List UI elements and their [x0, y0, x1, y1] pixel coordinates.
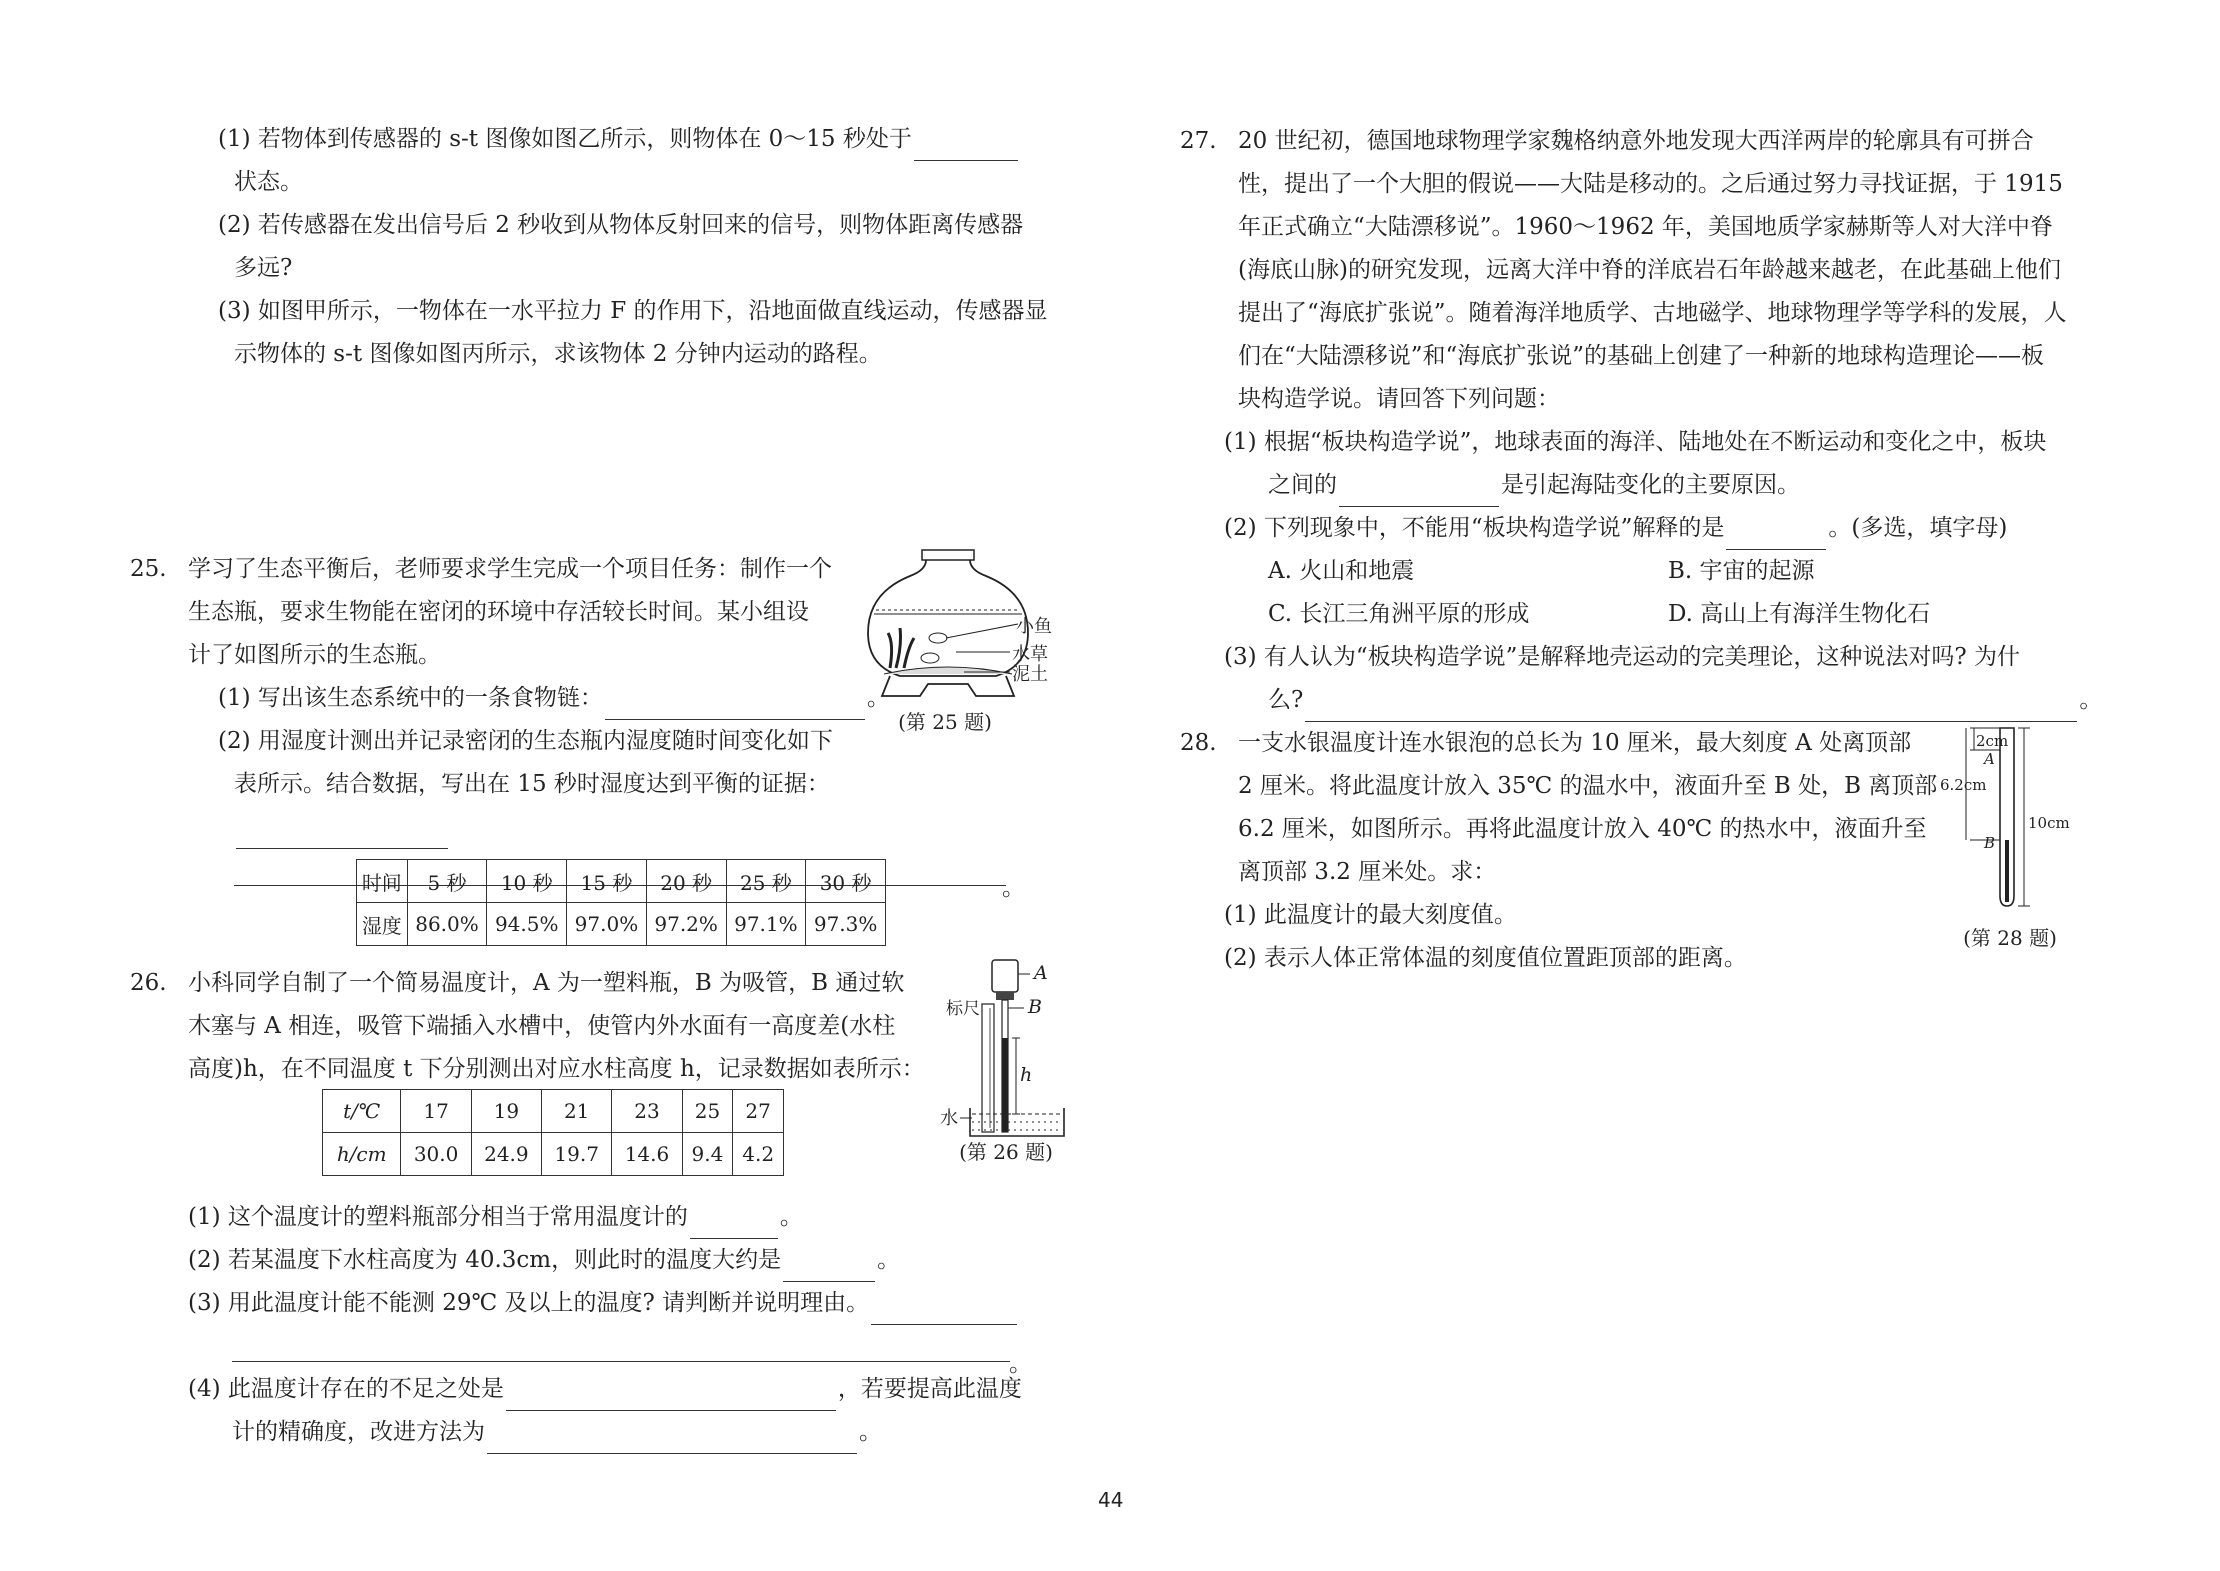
- table-cell: 4.2: [733, 1133, 784, 1176]
- label-6-2cm: 6.2cm: [1940, 776, 1987, 794]
- label-h: h: [1020, 1064, 1033, 1086]
- table-cell: 30 秒: [806, 860, 886, 903]
- table-cell: h/cm: [323, 1133, 401, 1176]
- q27-line7: 块构造学说。请回答下列问题：: [1238, 386, 1560, 412]
- answer-blank[interactable]: [1339, 482, 1499, 507]
- label-B: B: [1984, 834, 1996, 852]
- answer-blank[interactable]: [690, 1214, 778, 1239]
- q27-sub3-line2: 么? 。: [1180, 679, 2110, 722]
- table-cell: 19: [471, 1090, 541, 1133]
- figure-caption: (第 28 题): [1963, 926, 2057, 950]
- option-a[interactable]: A. 火山和地震: [1268, 558, 1415, 584]
- q27-line1: 27. 20 世纪初，德国地球物理学家魏格纳意外地发现大西洋两岸的轮廓具有可拼合: [1180, 128, 2034, 154]
- option-c[interactable]: C. 长江三角洲平原的形成: [1268, 601, 1530, 627]
- q27-line4: (海底山脉)的研究发现，远离大洋中脊的洋底岩石年龄越来越老，在此基础上他们: [1238, 257, 2061, 283]
- q25-line2: 生态瓶，要求生物能在密闭的环境中存活较长时间。某小组设: [188, 599, 809, 625]
- q27-line3: 年正式确立“大陆漂移说”。1960～1962 年，美国地质学家赫斯等人对大洋中脊: [1238, 214, 2053, 240]
- figure-caption: (第 25 题): [898, 710, 992, 734]
- left-column: [160, 118, 1065, 376]
- q26-line2: 木塞与 A 相连，吸管下端插入水槽中，使管内外水面有一高度差(水柱: [188, 1013, 896, 1039]
- table-cell: 14.6: [612, 1133, 682, 1176]
- table-cell: 97.3%: [806, 903, 886, 946]
- q26-sub3: (3) 用此温度计能不能测 29℃ 及以上的温度? 请判断并说明理由。: [130, 1282, 1035, 1325]
- q25-sub2-line3: 。: [130, 859, 1029, 886]
- table-cell: 5 秒: [407, 860, 487, 903]
- label-weed: 水草: [1012, 644, 1048, 665]
- q27-sub3-line1: (3) 有人认为“板块构造学说”是解释地壳运动的完美理论，这种说法对吗? 为什: [1224, 644, 2021, 670]
- table-cell: 20 秒: [646, 860, 726, 903]
- table-row: [357, 903, 886, 946]
- answer-blank[interactable]: [1305, 697, 2077, 722]
- table-cell: 21: [542, 1090, 612, 1133]
- q26-sub1: (1) 这个温度计的塑料瓶部分相当于常用温度计的 。: [130, 1196, 1035, 1239]
- q27-options-row2: [1180, 593, 2110, 636]
- q25-humidity-table: [356, 859, 886, 946]
- thermometer-apparatus-figure: [940, 958, 1070, 1198]
- answer-blank[interactable]: [871, 1300, 1017, 1325]
- table-cell: 86.0%: [407, 903, 487, 946]
- mercury-thermometer-figure: [1940, 722, 2080, 962]
- q27-sub2: (2) 下列现象中，不能用“板块构造学说”解释的是 。(多选，填字母): [1180, 507, 2110, 550]
- table-cell: 10 秒: [487, 860, 567, 903]
- thermometer-drawing: [1940, 722, 2080, 942]
- label-water: 水: [940, 1108, 958, 1129]
- table-cell: 17: [401, 1090, 471, 1133]
- table-cell: 97.2%: [646, 903, 726, 946]
- q24-sub3-line2: 示物体的 s-t 图像如图丙所示，求该物体 2 分钟内运动的路程。: [234, 341, 882, 367]
- q28-line4: 离顶部 3.2 厘米处。求：: [1238, 859, 1497, 885]
- q24-sub2-line2: 多远?: [234, 255, 293, 281]
- q26-line1: 26. 小科同学自制了一个简易温度计，A 为一塑料瓶，B 为吸管，B 通过软: [130, 970, 905, 996]
- label-10cm: 10cm: [2028, 814, 2070, 832]
- option-d[interactable]: D. 高山上有海洋生物化石: [1668, 601, 1931, 627]
- q25-sub2-line1: (2) 用湿度计测出并记录密闭的生态瓶内湿度随时间变化如下: [218, 728, 833, 754]
- table-row: [357, 860, 886, 903]
- label-A: A: [1984, 750, 1995, 768]
- answer-blank[interactable]: [506, 1386, 836, 1411]
- label-B: B: [1028, 996, 1042, 1018]
- table-cell: t/℃: [323, 1090, 401, 1133]
- q25-sub2-line2: 表所示。结合数据，写出在 15 秒时湿度达到平衡的证据：: [130, 763, 1035, 849]
- q28-line1: 28. 一支水银温度计连水银泡的总长为 10 厘米，最大刻度 A 处离顶部: [1180, 730, 1912, 756]
- eco-bottle-figure: [860, 548, 1070, 738]
- q24-sub1-line2: 状态。: [234, 169, 303, 195]
- option-b[interactable]: B. 宇宙的起源: [1668, 558, 1815, 584]
- q26-data-table: [322, 1089, 784, 1176]
- table-cell: 94.5%: [487, 903, 567, 946]
- table-cell: 湿度: [357, 903, 408, 946]
- q24-sub2-line1: (2) 若传感器在发出信号后 2 秒收到从物体反射回来的信号，则物体距离传感器: [218, 212, 1024, 238]
- q25-line3: 计了如图所示的生态瓶。: [188, 642, 441, 668]
- table-cell: 27: [733, 1090, 784, 1133]
- table-cell: 时间: [357, 860, 408, 903]
- table-row: [323, 1133, 784, 1176]
- table-cell: 97.0%: [567, 903, 647, 946]
- label-soil: 泥土: [1012, 664, 1048, 685]
- table-cell: 30.0: [401, 1133, 471, 1176]
- q27-sub1-line1: (1) 根据“板块构造学说”，地球表面的海洋、陆地处在不断运动和变化之中，板块: [1224, 429, 2047, 455]
- q24-sub3-line1: (3) 如图甲所示，一物体在一水平拉力 F 的作用下，沿地面做直线运动，传感器显: [218, 298, 1048, 324]
- q28-sub2: (2) 表示人体正常体温的刻度值位置距顶部的距离。: [1224, 945, 1747, 971]
- answer-blank[interactable]: [236, 824, 448, 849]
- label-2cm: 2cm: [1976, 732, 2009, 750]
- question-26: [130, 962, 1035, 1091]
- q26-line3: 高度)h，在不同温度 t 下分别测出对应水柱高度 h，记录数据如表所示：: [188, 1056, 925, 1082]
- table-row: [323, 1090, 784, 1133]
- q26-sub2: (2) 若某温度下水柱高度为 40.3cm，则此时的温度大约是 。: [130, 1239, 1035, 1282]
- table-cell: 23: [612, 1090, 682, 1133]
- answer-blank[interactable]: [1726, 525, 1826, 550]
- table-cell: 24.9: [471, 1133, 541, 1176]
- answer-blank[interactable]: [783, 1257, 875, 1282]
- table-cell: 97.1%: [726, 903, 806, 946]
- label-fish: 小鱼: [1016, 616, 1052, 637]
- q25-line1: 25. 学习了生态平衡后，老师要求学生完成一个项目任务：制作一个: [130, 556, 832, 582]
- q24-sub1-line1: (1) 若物体到传感器的 s-t 图像如图乙所示，则物体在 0～15 秒处于: [160, 118, 1065, 161]
- answer-blank[interactable]: [487, 1429, 857, 1454]
- page-number: 44: [1098, 1488, 1124, 1512]
- q28-line3: 6.2 厘米，如图所示。再将此温度计放入 40℃ 的热水中，液面升至: [1238, 816, 1927, 842]
- q26-sub4-line1: (4) 此温度计存在的不足之处是 ，若要提高此温度: [130, 1368, 1035, 1411]
- q27-line6: 们在“大陆漂移说”和“海底扩张说”的基础上创建了一种新的地球构造理论——板: [1238, 343, 2045, 369]
- q25-sub1: (1) 写出该生态系统中的一条食物链： 。: [130, 677, 1035, 720]
- label-A: A: [1034, 962, 1048, 984]
- table-cell: 15 秒: [567, 860, 647, 903]
- q28-sub1: (1) 此温度计的最大刻度值。: [1224, 902, 1517, 928]
- q27-line5: 提出了“海底扩张说”。随着海洋地质学、古地磁学、地球物理学等学科的发展，人: [1238, 300, 2067, 326]
- figure-caption: (第 26 题): [959, 1140, 1053, 1164]
- answer-blank[interactable]: [605, 695, 865, 720]
- q28-line2: 2 厘米。将此温度计放入 35℃ 的温水中，液面升至 B 处，B 离顶部: [1238, 773, 1938, 799]
- q26-sub4-line2: 计的精确度，改进方法为 。: [130, 1411, 1035, 1454]
- answer-blank[interactable]: [914, 136, 1018, 161]
- q26-sub3-line2: 。: [130, 1335, 1032, 1362]
- q27-line2: 性，提出了一个大胆的假说——大陆是移动的。之后通过努力寻找证据，于 1915: [1238, 171, 2063, 197]
- q27-options-row1: [1180, 550, 2110, 593]
- answer-line[interactable]: [232, 1335, 1010, 1362]
- q27-sub1-line2: 之间的 是引起海陆变化的主要原因。: [1180, 464, 2110, 507]
- question-26-subparts: [130, 1196, 1035, 1454]
- label-ruler: 标尺: [946, 999, 980, 1019]
- table-cell: 25: [682, 1090, 733, 1133]
- table-cell: 25 秒: [726, 860, 806, 903]
- table-cell: 19.7: [542, 1133, 612, 1176]
- table-cell: 9.4: [682, 1133, 733, 1176]
